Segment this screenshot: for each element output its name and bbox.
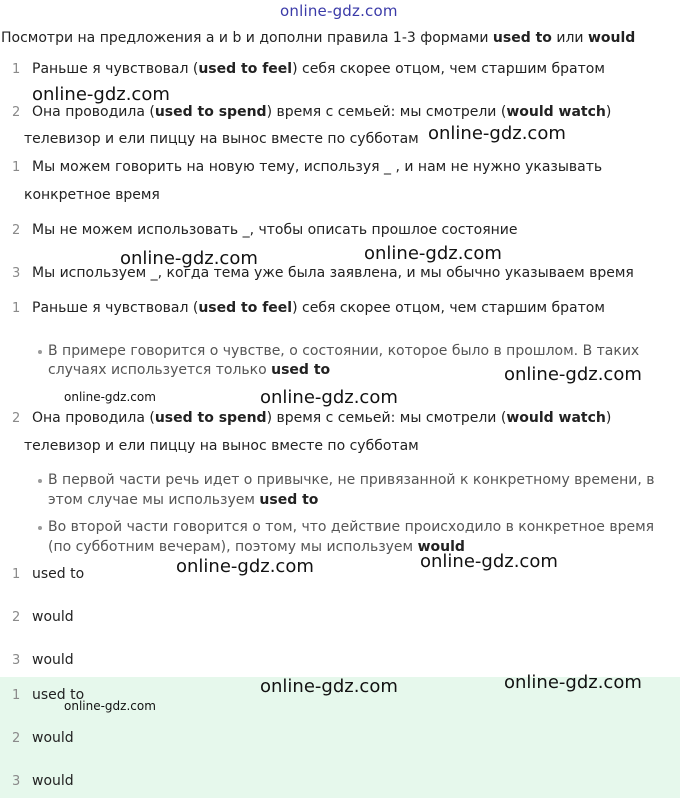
explanation-bullet-b1-continuation: этом случае мы используем used to	[48, 492, 319, 508]
explanation-sentence-b: Она проводила (used to spend) время с семьей: мы смотрели (would watch)	[32, 410, 612, 426]
rule-number: 2	[12, 223, 21, 238]
bullet-dot	[38, 479, 42, 483]
final-answer-number: 2	[12, 731, 21, 746]
watermark: online-gdz.com	[504, 672, 642, 693]
explanation-sentence-a: Раньше я чувствовал (used to feel) себя скорее отцом, чем старшим братом	[32, 300, 605, 316]
explanation-bullet-b1: В первой части речь идет о привычке, не привязанной к конкретному времени, в	[48, 472, 655, 488]
final-answer-number: 3	[12, 774, 21, 789]
rule-1-continuation: конкретное время	[24, 187, 160, 203]
sentence-a: Раньше я чувствовал (used to feel) себя скорее отцом, чем старшим братом	[32, 61, 605, 77]
sentence-b: Она проводила (used to spend) время с семьей: мы смотрели (would watch)	[32, 104, 612, 120]
bullet-dot	[38, 526, 42, 530]
watermark: online-gdz.com	[32, 84, 170, 105]
top-watermark: online-gdz.com	[280, 2, 398, 20]
watermark: online-gdz.com	[428, 123, 566, 144]
item-number: 2	[12, 411, 21, 426]
answer-number: 2	[12, 610, 21, 625]
watermark: online-gdz.com	[64, 699, 156, 713]
bullet-dot	[38, 350, 42, 354]
answer-3: would	[32, 652, 74, 668]
watermark: online-gdz.com	[364, 243, 502, 264]
watermark: online-gdz.com	[420, 551, 558, 572]
answer-2: would	[32, 609, 74, 625]
task-instruction: Посмотри на предложения a и b и дополни правила 1-3 формами used to или would	[1, 30, 636, 46]
rule-number: 1	[12, 160, 21, 175]
sentence-b-continuation: телевизор и ели пиццу на вынос вместе по субботам	[24, 131, 419, 147]
answer-1: used to	[32, 566, 85, 582]
explanation-bullet-b2: Во второй части говорится о том, что действие происходило в конкретное время	[48, 519, 655, 535]
explanation-sentence-b-continuation: телевизор и ели пиццу на вынос вместе по субботам	[24, 438, 419, 454]
explanation-bullet-a-continuation: случаях используется только used to	[48, 362, 331, 378]
rule-number: 3	[12, 266, 21, 281]
final-answer-number: 1	[12, 688, 21, 703]
final-answer-2: would	[32, 730, 74, 746]
watermark: online-gdz.com	[120, 248, 258, 269]
watermark: online-gdz.com	[504, 364, 642, 385]
watermark: online-gdz.com	[260, 676, 398, 697]
explanation-bullet-a: В примере говорится о чувстве, о состоянии, которое было в прошлом. В таких	[48, 343, 640, 359]
answer-number: 1	[12, 567, 21, 582]
rule-3: Мы используем _, когда тема уже была заявлена, и мы обычно указываем время	[32, 265, 634, 281]
item-number: 1	[12, 62, 21, 77]
explanation-bullet-b2-continuation: (по субботним вечерам), поэтому мы используем would	[48, 539, 465, 555]
watermark: online-gdz.com	[176, 556, 314, 577]
rule-1: Мы можем говорить на новую тему, используя _ , и нам не нужно указывать	[32, 159, 603, 175]
answer-number: 3	[12, 653, 21, 668]
final-answer-3: would	[32, 773, 74, 789]
watermark: online-gdz.com	[64, 390, 156, 404]
watermark: online-gdz.com	[260, 387, 398, 408]
item-number: 1	[12, 301, 21, 316]
rule-2: Мы не можем использовать _, чтобы описать прошлое состояние	[32, 222, 518, 238]
item-number: 2	[12, 105, 21, 120]
final-answer-1: used to	[32, 687, 85, 703]
